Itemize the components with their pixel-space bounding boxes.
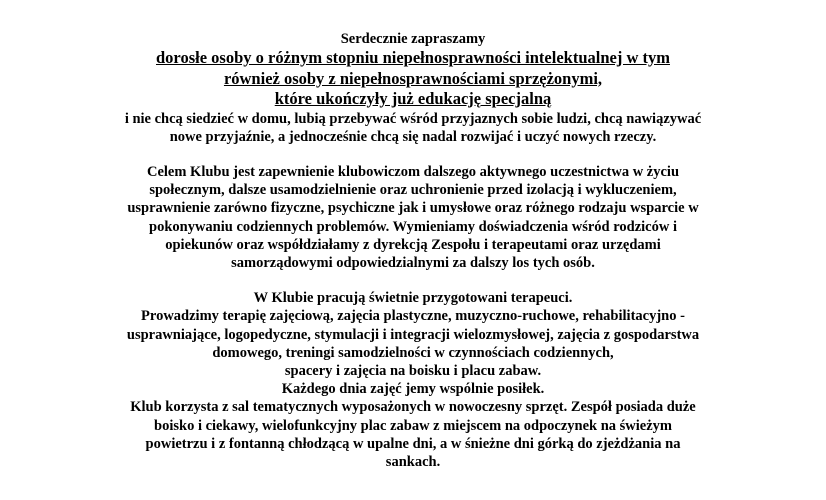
offer-line-9: powietrzu i z fontanną chłodzącą w upalne dni, a w śnieżne dni górką do zjeżdżania na (145, 435, 681, 452)
offer-line-1: W Klubie pracują świetnie przygotowani terapeuci. (253, 290, 573, 307)
offer-line-6: Każdego dnia zajęć jemy wspólnie posiłek. (281, 381, 545, 398)
offer-line-3: usprawniające, logopedyczne, stymulacji i integracji wielozmysłowej, zajęcia z gospodarstwa (126, 326, 700, 343)
headline-line-3: które ukończyły już edukację specjalną (274, 89, 552, 108)
headline-line-2: również osoby z niepełnosprawnościami sprzężonymi, (223, 68, 603, 88)
paragraph-gap (0, 272, 826, 289)
goal-line-3: usprawnienie zarówno fizyczne, psychiczne jak i umysłowe oraz różnego rodzaju wsparcie w (127, 200, 699, 217)
offer-line-4: domowego, treningi samodzielności w czynnościach codziennych, (212, 344, 614, 361)
goal-line-5: opiekunów oraz współdziałamy z dyrekcją Zespołu i terapeutami oraz urzędami (165, 236, 661, 253)
offer-line-8: boisko i ciekawy, wielofunkcyjny plac zabaw z miejscem na odpoczynek na świeżym (154, 417, 672, 434)
greeting-line: Serdecznie zapraszamy (340, 31, 486, 47)
offer-line-7: Klub korzysta z sal tematycznych wyposażonych w nowoczesny sprzęt. Zespół posiada duże (130, 399, 696, 416)
goal-line-4: pokonywaniu codziennych problemów. Wymieniamy doświadczenia wśród rodziców i (149, 218, 677, 235)
goal-line-2: społecznym, dalsze usamodzielnienie oraz uchronienie przed izolacją i wykluczeniem, (149, 182, 677, 199)
flyer-document (0, 30, 826, 471)
goal-line-1: Celem Klubu jest zapewnienie klubowiczom dalszego aktywnego uczestnictwa w życiu (146, 163, 680, 180)
offer-line-2: Prowadzimy terapię zajęciową, zajęcia plastyczne, muzyczno-ruchowe, rehabilitacyjno - (141, 308, 685, 325)
intro-line-1: i nie chcą siedzieć w domu, lubią przebywać wśród przyjaznych sobie ludzi, chcą nawiązywać (124, 110, 702, 127)
headline-line-1: dorosłe osoby o różnym stopniu niepełnosprawności intelektualnej w tym (156, 48, 670, 67)
offer-line-10: sankach. (385, 453, 441, 470)
offer-line-5: spacery i zajęcia na boisku i placu zabaw. (284, 362, 542, 379)
intro-line-2: nowe przyjaźnie, a jednocześnie chcą się nadal rozwijać i uczyć nowych rzeczy. (169, 128, 657, 145)
paragraph-gap (0, 146, 826, 163)
goal-line-6: samorządowymi odpowiedzialnymi za dalszy los tych osób. (231, 254, 595, 271)
